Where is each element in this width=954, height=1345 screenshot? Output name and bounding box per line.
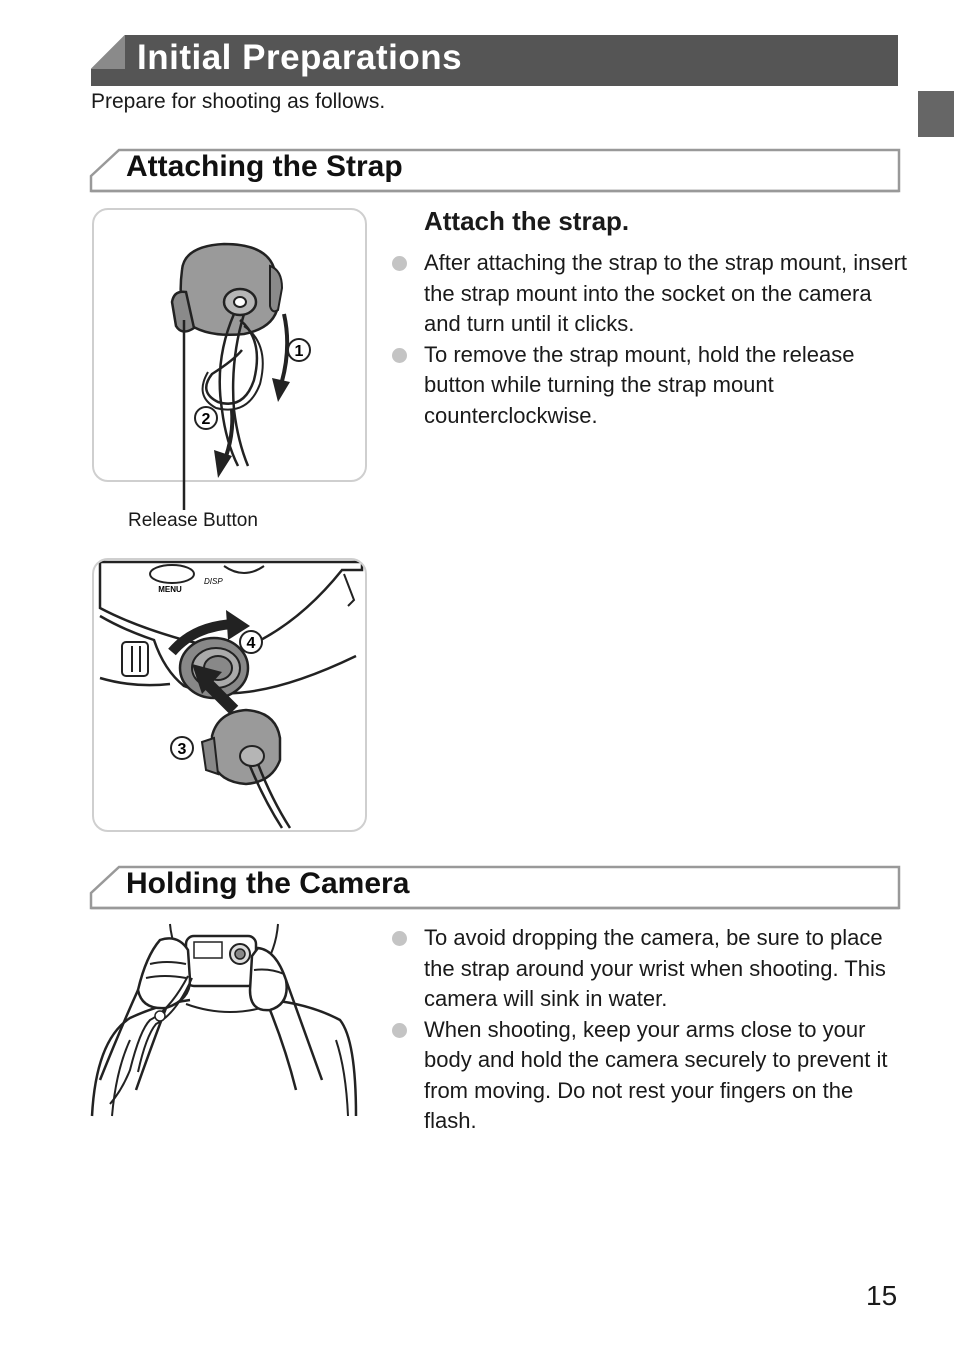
step-2-label: 2 bbox=[201, 411, 211, 428]
section-heading-holding bbox=[89, 865, 901, 907]
title-corner-shade bbox=[91, 35, 125, 69]
step-title: Attach the strap. bbox=[424, 206, 630, 236]
intro-text: Prepare for shooting as follows. bbox=[91, 90, 386, 113]
bullet-icon bbox=[392, 348, 407, 363]
step-4-label: 4 bbox=[246, 635, 256, 652]
bullet-text: To avoid dropping the camera, be sure to place the strap around your wrist when shooting. This camera will sink in water. bbox=[424, 925, 886, 1011]
step-3-label: 3 bbox=[177, 741, 187, 758]
section-heading-strap bbox=[89, 148, 901, 190]
bullet-icon bbox=[392, 256, 407, 271]
release-pointer-line bbox=[181, 480, 187, 510]
page-title-bar bbox=[91, 35, 898, 86]
list-item bbox=[391, 248, 911, 340]
bullet-text: To remove the strap mount, hold the release button while turning the strap mount counterclockwise. bbox=[424, 341, 855, 428]
person-holding-camera-drawing bbox=[90, 920, 362, 1120]
bullet-text: When shooting, keep your arms close to your body and hold the camera securely to prevent it from moving. Do not rest your fingers on the flash. bbox=[424, 1016, 888, 1133]
strap-attach-illustration bbox=[92, 208, 367, 482]
page-title: Initial Preparations bbox=[137, 38, 463, 77]
menu-button-label: MENU bbox=[158, 585, 182, 594]
strap-mount-drawing bbox=[94, 210, 365, 480]
list-item bbox=[391, 923, 911, 1015]
holding-bullet-list bbox=[391, 923, 911, 1137]
bullet-text: After attaching the strap to the strap mount, insert the strap mount into the socket on the camera and turn until it clicks. bbox=[424, 250, 908, 336]
chapter-side-tab bbox=[918, 91, 954, 137]
camera-socket-drawing bbox=[94, 560, 365, 830]
section-heading-text: Attaching the Strap bbox=[126, 150, 403, 183]
list-item bbox=[391, 1015, 911, 1137]
page-number: 15 bbox=[866, 1280, 898, 1311]
disp-button-label: DISP bbox=[204, 577, 223, 586]
bullet-icon bbox=[392, 931, 407, 946]
strap-bullet-list bbox=[391, 248, 911, 431]
list-item bbox=[391, 340, 911, 432]
section-heading-text: Holding the Camera bbox=[126, 867, 410, 900]
strap-mount-insert-illustration bbox=[92, 558, 367, 832]
step-1-label: 1 bbox=[294, 343, 304, 360]
bullet-icon bbox=[392, 1023, 407, 1038]
release-button-label: Release Button bbox=[128, 510, 258, 531]
holding-camera-illustration bbox=[90, 920, 362, 1120]
